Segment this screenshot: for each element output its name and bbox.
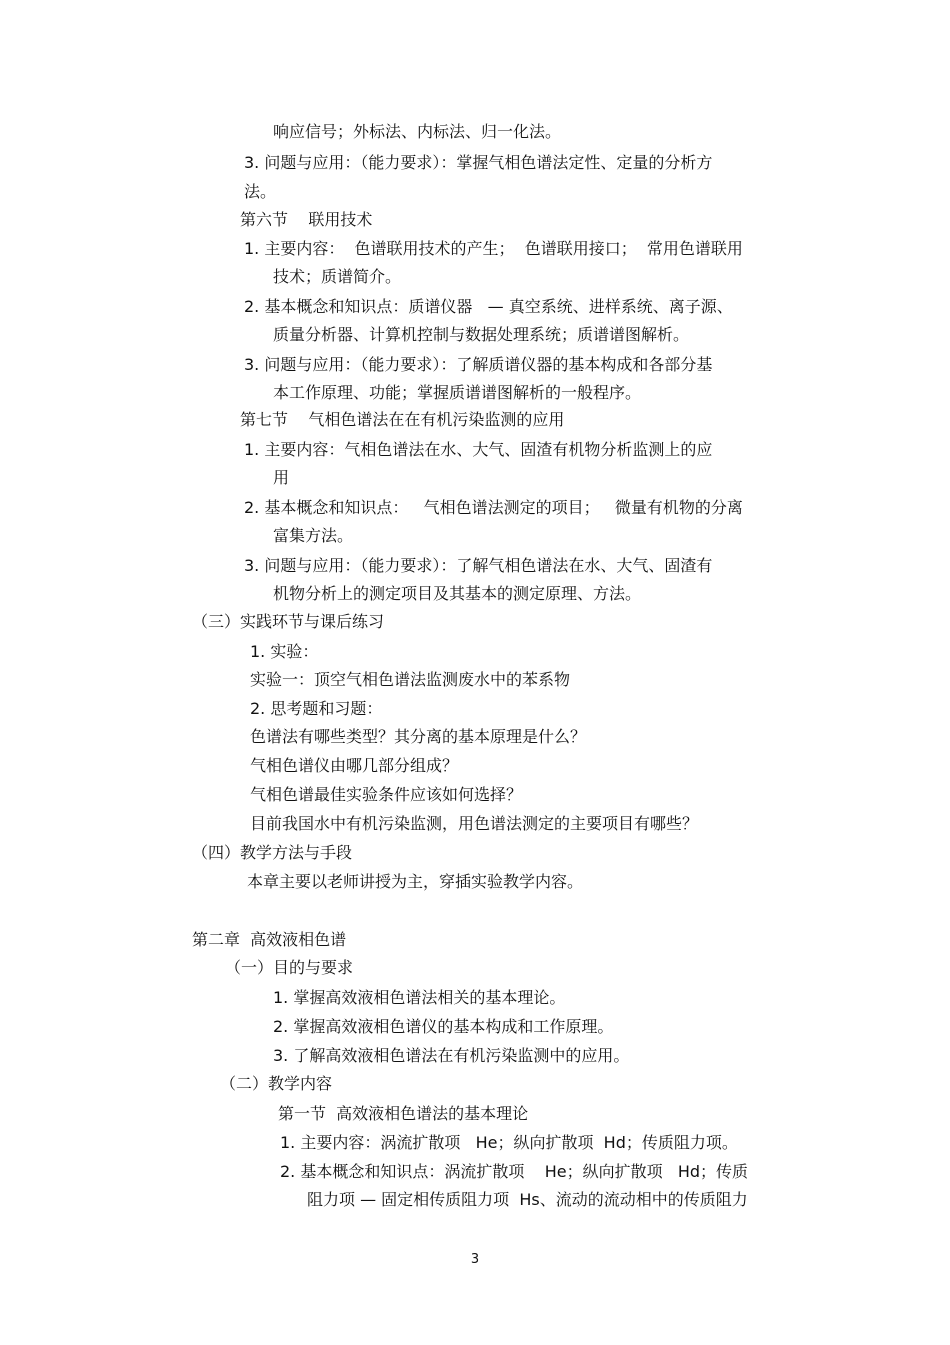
text-line: 3. 问题与应用：（能力要求）：了解质谱仪器的基本构成和各部分基: [244, 355, 713, 374]
text-line: 技术；质谱简介。: [273, 267, 402, 286]
text-line: 实验一：顶空气相色谱法监测废水中的苯系物: [250, 670, 571, 689]
text-line: 质量分析器、计算机控制与数据处理系统；质谱谱图解析。: [273, 325, 690, 344]
text-line: 2. 掌握高效液相色谱仪的基本构成和工作原理。: [273, 1017, 614, 1036]
question-line: 目前我国水中有机污染监测，用色谱法测定的主要项目有哪些？: [250, 814, 699, 833]
subsection-heading: （三）实践环节与课后练习: [192, 612, 385, 631]
text-line: 富集方法。: [273, 526, 354, 545]
text-line: 3. 问题与应用：（能力要求）：了解气相色谱法在水、大气、固渣有: [244, 556, 713, 575]
text-line: 用: [273, 468, 290, 487]
text-line: 1. 主要内容：气相色谱法在水、大气、固渣有机物分析监测上的应: [244, 440, 713, 459]
section-heading: 第一节 高效液相色谱法的基本理论: [278, 1104, 529, 1123]
text-line: 2. 基本概念和知识点： 气相色谱法测定的项目； 微量有机物的分离: [244, 498, 743, 517]
text-line: 本工作原理、功能；掌握质谱谱图解析的一般程序。: [273, 383, 642, 402]
page-number: 3: [470, 1252, 480, 1267]
text-line: 阻力项 — 固定相传质阻力项 Hs、流动的流动相中的传质阻力: [307, 1190, 748, 1209]
text-line: 1. 主要内容： 色谱联用技术的产生； 色谱联用接口； 常用色谱联用: [244, 239, 743, 258]
chapter-heading: 第二章 高效液相色谱: [192, 930, 347, 949]
question-line: 气相色谱仪由哪几部分组成？: [250, 756, 459, 775]
subsection-heading: （一）目的与要求: [225, 958, 354, 977]
subsection-heading: （二）教学内容: [220, 1074, 333, 1093]
section-heading: 第七节 气相色谱法在在有机污染监测的应用: [240, 410, 565, 429]
text-line: 3. 了解高效液相色谱法在有机污染监测中的应用。: [273, 1046, 630, 1065]
text-line: 2. 基本概念和知识点：质谱仪器 — 真空系统、进样系统、离子源、: [244, 297, 733, 316]
text-line: 机物分析上的测定项目及其基本的测定原理、方法。: [273, 584, 642, 603]
text-line: 3. 问题与应用：（能力要求）：掌握气相色谱法定性、定量的分析方: [244, 153, 713, 172]
subsection-heading: （四）教学方法与手段: [192, 843, 353, 862]
text-line: 响应信号；外标法、内标法、归一化法。: [273, 122, 562, 141]
text-line: 1. 掌握高效液相色谱法相关的基本理论。: [273, 988, 566, 1007]
text-line: 1. 主要内容：涡流扩散项 He；纵向扩散项 Hd；传质阻力项。: [280, 1133, 738, 1152]
text-line: 本章主要以老师讲授为主，穿插实验教学内容。: [247, 872, 584, 891]
text-line: 1. 实验：: [250, 642, 319, 661]
text-line: 2. 基本概念和知识点：涡流扩散项 He；纵向扩散项 Hd；传质: [280, 1162, 749, 1181]
question-line: 气相色谱最佳实验条件应该如何选择？: [250, 785, 523, 804]
section-heading: 第六节 联用技术: [240, 210, 373, 229]
text-line: 法。: [244, 182, 277, 201]
text-line: 2. 思考题和习题：: [250, 699, 383, 718]
question-line: 色谱法有哪些类型？其分离的基本原理是什么？: [250, 727, 587, 746]
